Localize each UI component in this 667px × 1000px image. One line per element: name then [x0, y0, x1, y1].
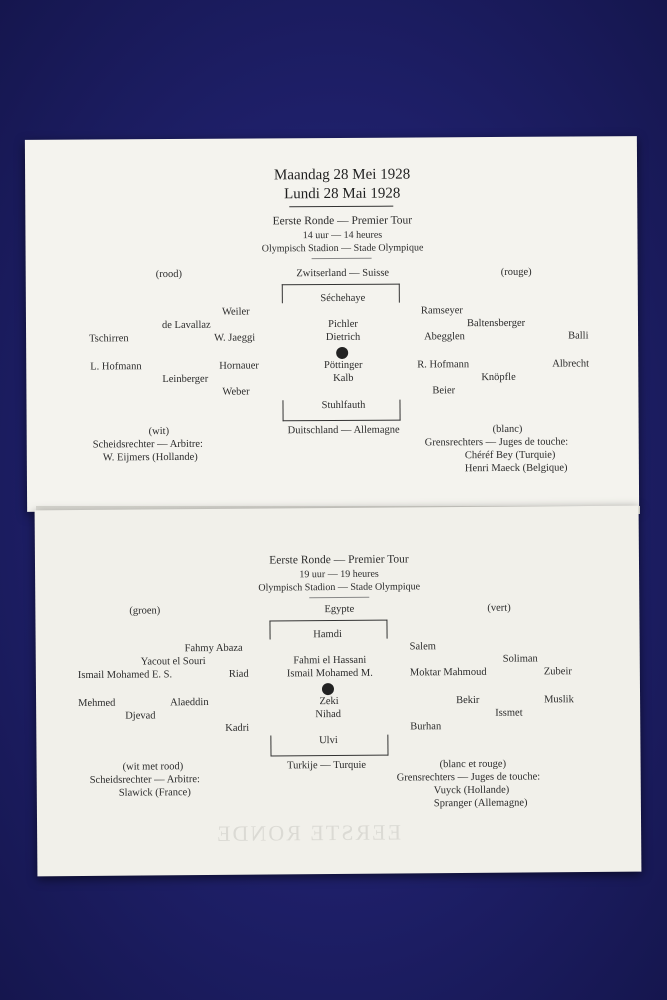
player: Baltensberger: [466, 317, 526, 330]
player: L. Hofmann: [90, 361, 142, 373]
date-french: Lundi 28 Mai 1928: [284, 185, 401, 203]
player: Muslik: [544, 694, 574, 706]
player: Bekir: [456, 694, 480, 707]
program-page-2: [35, 506, 642, 877]
away-color-fr: (blanc): [492, 423, 523, 436]
player: Ismail Mohamed M.: [286, 667, 373, 680]
referee-name: W. Eijmers (Hollande): [102, 451, 198, 464]
player: de Lavallaz: [161, 319, 211, 332]
player: Knöpfle: [481, 371, 516, 384]
divider: [289, 206, 393, 208]
player: Ramseyer: [420, 305, 463, 317]
show-through-text: EERSTE RONDE: [215, 819, 402, 846]
referee-label: Scheidsrechter — Arbitre:: [89, 774, 200, 786]
player: Tschirren: [89, 333, 129, 345]
kickoff-time: 14 uur — 14 heures: [302, 229, 383, 242]
player: Djevad: [125, 710, 156, 722]
player: Soliman: [502, 653, 538, 665]
player-keeper-top: Hamdi: [313, 628, 342, 641]
venue: Olympisch Stadion — Stade Olympique: [258, 581, 421, 594]
player: Kalb: [333, 372, 354, 384]
player: Yacout el Souri: [140, 656, 206, 668]
player: Zubeir: [543, 666, 572, 678]
player: Mehmed: [78, 697, 116, 710]
player: Dietrich: [325, 331, 361, 344]
date-dutch: Maandag 28 Mei 1928: [273, 166, 411, 184]
player: Pichler: [328, 318, 358, 331]
referee-label: Scheidsrechter — Arbitre:: [92, 438, 203, 451]
player: Issmet: [495, 707, 523, 719]
home-team: Zwitserland — Suisse: [296, 267, 390, 280]
kickoff-time: 19 uur — 19 heures: [299, 568, 379, 581]
away-color: (wit met rood): [122, 761, 184, 773]
linesman-2: Spranger (Allemagne): [433, 797, 528, 810]
player-keeper-top: Séchehaye: [320, 292, 366, 305]
linesman-1: Chéréf Bey (Turquie): [464, 449, 556, 462]
player: Leinberger: [162, 373, 209, 386]
player: Weiler: [221, 306, 250, 318]
player: Ismail Mohamed E. S.: [77, 669, 173, 682]
home-color-fr: (rouge): [500, 266, 532, 278]
player: Salem: [409, 641, 436, 653]
player: Abegglen: [424, 331, 465, 343]
away-team: Turkije — Turquie: [287, 759, 367, 772]
player: Beier: [432, 385, 456, 397]
player: R. Hofmann: [417, 359, 470, 371]
player: Nihad: [315, 708, 342, 721]
home-team: Egypte: [324, 603, 355, 616]
player: Pöttinger: [323, 359, 363, 372]
home-color-fr: (vert): [487, 602, 511, 614]
away-team: Duitschland — Allemagne: [287, 424, 400, 437]
player: W. Jaeggi: [214, 332, 256, 344]
player: Burhan: [410, 721, 442, 733]
home-color: (rood): [155, 268, 182, 281]
divider: [312, 258, 372, 259]
program-page-1: [25, 136, 639, 512]
player: Albrecht: [552, 358, 590, 370]
away-color-fr: (blanc et rouge): [439, 758, 507, 771]
linesmen-label: Grensrechters — Juges de touche:: [424, 436, 569, 449]
ball-icon: [336, 347, 348, 359]
player: Weber: [222, 386, 250, 398]
player: Moktar Mahmoud: [409, 666, 487, 679]
linesman-2: Henri Maeck (Belgique): [464, 462, 568, 475]
away-color: (wit): [148, 425, 170, 438]
player: Riad: [228, 668, 249, 680]
divider: [309, 597, 369, 598]
player: Kadri: [225, 722, 250, 734]
player: Alaeddin: [170, 697, 209, 709]
home-color: (groen): [129, 605, 161, 617]
linesmen-label: Grensrechters — Juges de touche:: [396, 771, 541, 784]
player: Fahmy Abaza: [184, 642, 243, 655]
player: Fahmi el Hassani: [293, 654, 367, 667]
ball-icon: [322, 683, 334, 695]
linesman-1: Vuyck (Hollande): [433, 784, 510, 797]
round-title: Eerste Ronde — Premier Tour: [269, 553, 409, 567]
venue: Olympisch Stadion — Stade Olympique: [261, 242, 424, 255]
player-keeper-bottom: Stuhlfauth: [321, 399, 366, 412]
referee-name: Slawick (France): [118, 787, 191, 799]
player: Balli: [568, 330, 589, 342]
player-keeper-bottom: Ulvi: [319, 735, 338, 747]
player: Zeki: [319, 695, 339, 708]
round-title: Eerste Ronde — Premier Tour: [272, 214, 413, 228]
player: Hornauer: [219, 360, 259, 372]
